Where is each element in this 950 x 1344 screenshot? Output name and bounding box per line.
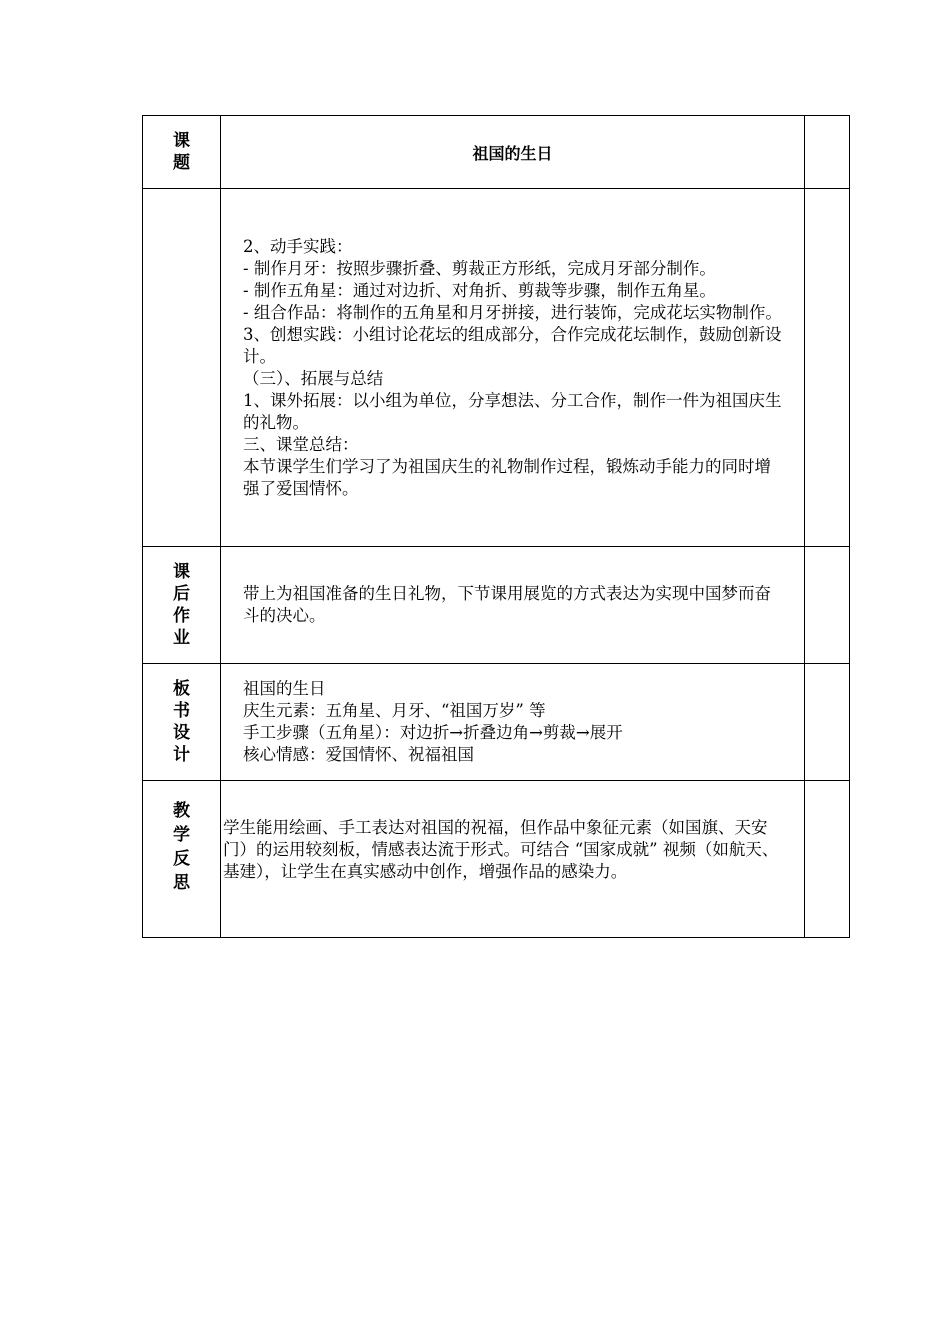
- reflection-label-char: 反: [173, 849, 190, 869]
- board-design-row: [143, 664, 850, 781]
- board-line: 庆生元素：五角星、月牙、“祖国万岁” 等: [243, 701, 546, 720]
- empty-cell: [805, 116, 850, 189]
- topic-label: [143, 116, 221, 189]
- process-line: 2、动手实践：: [243, 236, 353, 256]
- process-line: - 制作五角星：通过对边折、对角折、剪裁等步骤，制作五角星。: [243, 280, 716, 300]
- process-line: 1、课外拓展：以小组为单位，分享想法、分工合作，制作一件为祖国庆生的礼物。: [243, 390, 782, 432]
- reflection-row: [143, 781, 850, 938]
- homework-label-char: 作: [173, 606, 190, 626]
- homework-label-char: 业: [173, 628, 190, 648]
- board-design-content: [221, 664, 805, 781]
- process-content: [221, 189, 805, 547]
- process-line: （三）、拓展与总结: [243, 368, 384, 388]
- process-line: - 组合作品：将制作的五角星和月牙拼接，进行装饰，完成花坛实物制作。: [243, 302, 782, 322]
- reflection-text: 学生能用绘画、手工表达对祖国的祝福，但作品中象征元素（如国旗、天安门）的运用较刻板，情感表达流于形式。可结合 “国家成就” 视频（如航天、基建），让学生在真实感动中创作，增强作品的感染力。: [223, 818, 779, 881]
- homework-label-char: 课: [173, 562, 190, 582]
- board-line: 祖国的生日: [243, 679, 326, 698]
- process-line: - 制作月牙：按照步骤折叠、剪裁正方形纸，完成月牙部分制作。: [243, 258, 716, 278]
- process-label: [143, 189, 221, 547]
- empty-cell: [805, 664, 850, 781]
- board-line: 核心情感：爱国情怀、祝福祖国: [243, 745, 474, 764]
- topic-title: 祖国的生日: [221, 116, 805, 189]
- homework-row: [143, 547, 850, 664]
- board-label-char: 计: [173, 745, 190, 765]
- board-label-char: 设: [173, 723, 190, 743]
- homework-label: [143, 547, 221, 664]
- process-line: 本节课学生们学习了为祖国庆生的礼物制作过程，锻炼动手能力的同时增强了爱国情怀。: [243, 456, 771, 498]
- board-design-label: [143, 664, 221, 781]
- empty-cell: [805, 547, 850, 664]
- homework-label-char: 后: [173, 584, 190, 604]
- empty-cell: [805, 189, 850, 547]
- lesson-plan-table: [142, 115, 850, 938]
- reflection-label-char: 学: [173, 825, 190, 845]
- reflection-label: [143, 781, 221, 938]
- topic-label-char: 题: [173, 153, 190, 173]
- process-line: 3、创想实践：小组讨论花坛的组成部分，合作完成花坛制作，鼓励创新设计。: [243, 324, 782, 366]
- process-line: 三、课堂总结：: [243, 434, 359, 454]
- reflection-label-char: 教: [173, 801, 190, 821]
- reflection-content: [221, 781, 805, 938]
- empty-cell: [805, 781, 850, 938]
- homework-text: 带上为祖国准备的生日礼物，下节课用展览的方式表达为实现中国梦而奋斗的决心。: [243, 584, 771, 625]
- reflection-label-char: 思: [173, 873, 190, 893]
- topic-label-char: 课: [173, 131, 190, 151]
- board-label-char: 书: [173, 701, 190, 721]
- board-line: 手工步骤（五角星）：对边折→折叠边角→剪裁→展开: [243, 723, 623, 742]
- topic-row: [143, 116, 850, 189]
- homework-content: [221, 547, 805, 664]
- process-row: [143, 189, 850, 547]
- board-label-char: 板: [173, 679, 190, 699]
